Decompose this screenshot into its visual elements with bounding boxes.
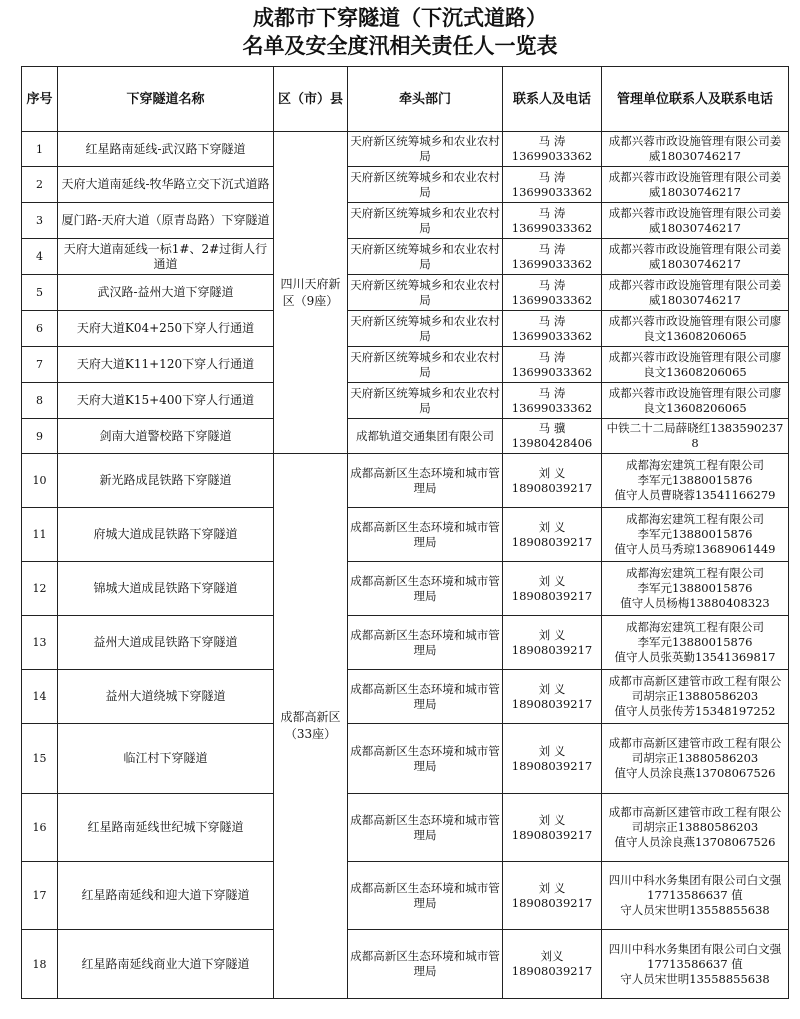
manager-duty: 值守人员张传芳15348197252	[614, 704, 776, 718]
table-row	[22, 311, 789, 347]
contact-person: 刘 义	[538, 627, 566, 642]
table-row	[22, 508, 789, 562]
row-contact	[503, 311, 602, 347]
contact-phone: 13699033362	[511, 184, 593, 199]
contact-person: 马 涛	[538, 277, 566, 292]
contact-phone: 13699033362	[511, 400, 593, 415]
contact-person: 马 涛	[538, 313, 566, 328]
district-gaoxin: 成都高新区（33座）	[274, 454, 348, 999]
row-contact	[503, 930, 602, 999]
row-dept: 成都高新区生态环境和城市管理局	[348, 670, 503, 724]
table-row	[22, 616, 789, 670]
manager-duty: 值守人员涂良燕13708067526	[614, 766, 776, 780]
row-name: 锦城大道成昆铁路下穿隧道	[58, 562, 274, 616]
row-dept: 成都轨道交通集团有限公司	[348, 419, 503, 454]
row-seq: 3	[22, 203, 58, 239]
row-contact	[503, 508, 602, 562]
manager-person: 李军元13880015876	[637, 635, 753, 649]
contact-person: 马 涛	[538, 134, 566, 148]
contact-phone: 13699033362	[511, 364, 593, 379]
row-contact	[503, 419, 602, 454]
row-name: 天府大道K15+400下穿人行通道	[58, 383, 274, 419]
manager-person: 司胡宗正13880586203	[631, 751, 759, 765]
manager-company: 成都海宏建筑工程有限公司	[626, 620, 764, 634]
row-dept: 天府新区统筹城乡和农业农村局	[348, 239, 503, 275]
manager-duty: 守人员宋世明13558855638	[620, 971, 770, 986]
contact-person: 马 骥	[538, 421, 566, 435]
row-seq: 17	[22, 862, 58, 930]
row-dept: 成都高新区生态环境和城市管理局	[348, 724, 503, 794]
manager-person: 17713586637 值	[647, 888, 743, 902]
row-name: 剑南大道警校路下穿隧道	[58, 419, 274, 454]
manager-person: 李军元13880015876	[637, 473, 753, 487]
header-dept: 牵头部门	[348, 67, 503, 132]
table-row	[22, 347, 789, 383]
row-manager: 成都兴蓉市政设施管理有限公司姜威18030746217	[602, 239, 789, 275]
row-contact	[503, 794, 602, 862]
row-name: 新光路成昆铁路下穿隧道	[58, 454, 274, 508]
page-title-line2: 名单及安全度汛相关责任人一览表	[242, 34, 558, 58]
row-contact	[503, 562, 602, 616]
row-dept: 成都高新区生态环境和城市管理局	[348, 616, 503, 670]
row-contact	[503, 454, 602, 508]
row-manager: 成都兴蓉市政设施管理有限公司姜威18030746217	[602, 132, 789, 167]
contact-phone: 18908039217	[511, 758, 593, 773]
row-seq: 5	[22, 275, 58, 311]
row-contact	[503, 383, 602, 419]
row-seq: 8	[22, 383, 58, 419]
row-name: 天府大道K04+250下穿人行通道	[58, 311, 274, 347]
row-seq: 1	[22, 132, 58, 167]
row-name: 红星路南延线和迎大道下穿隧道	[58, 862, 274, 930]
row-contact	[503, 239, 602, 275]
table-row	[22, 383, 789, 419]
row-manager: 中铁二十二局薛晓红13835902378	[602, 419, 789, 454]
manager-company: 成都海宏建筑工程有限公司	[626, 566, 764, 580]
contact-person: 刘 义	[538, 880, 566, 895]
row-name: 天府大道南延线-牧华路立交下沉式道路	[58, 167, 274, 203]
row-name: 武汉路-益州大道下穿隧道	[58, 275, 274, 311]
row-dept: 成都高新区生态环境和城市管理局	[348, 508, 503, 562]
row-contact	[503, 167, 602, 203]
manager-duty: 值守人员张英勤13541369817	[614, 650, 776, 664]
manager-company: 成都市高新区建管市政工程有限公	[608, 736, 782, 750]
table-row	[22, 419, 789, 454]
row-seq: 10	[22, 454, 58, 508]
manager-company: 成都市高新区建管市政工程有限公	[608, 805, 782, 819]
row-seq: 6	[22, 311, 58, 347]
row-name: 天府大道K11+120下穿人行通道	[58, 347, 274, 383]
manager-person: 司胡宗正13880586203	[631, 689, 759, 703]
row-manager: 成都兴蓉市政设施管理有限公司姜威18030746217	[602, 203, 789, 239]
tunnel-responsibility-table	[21, 66, 789, 999]
row-manager	[602, 862, 789, 930]
contact-person: 刘义	[540, 949, 564, 963]
table-row	[22, 794, 789, 862]
table-header-row	[22, 67, 789, 132]
row-dept: 天府新区统筹城乡和农业农村局	[348, 203, 503, 239]
manager-duty: 值守人员马秀琼13689061449	[614, 542, 776, 556]
contact-person: 刘 义	[538, 465, 566, 480]
page-title-line1: 成都市下穿隧道（下沉式道路）	[253, 6, 547, 30]
row-seq: 16	[22, 794, 58, 862]
contact-person: 马 涛	[538, 241, 566, 256]
contact-phone: 18908039217	[511, 588, 593, 603]
row-seq: 18	[22, 930, 58, 999]
row-dept: 天府新区统筹城乡和农业农村局	[348, 347, 503, 383]
contact-phone: 13980428406	[511, 436, 593, 450]
manager-person: 李军元13880015876	[637, 581, 753, 595]
contact-phone: 13699033362	[511, 149, 593, 163]
row-seq: 9	[22, 419, 58, 454]
contact-phone: 13699033362	[511, 292, 593, 307]
row-contact	[503, 862, 602, 930]
row-dept: 成都高新区生态环境和城市管理局	[348, 794, 503, 862]
header-name: 下穿隧道名称	[58, 67, 274, 132]
table-row	[22, 239, 789, 275]
table-row	[22, 203, 789, 239]
row-seq: 12	[22, 562, 58, 616]
table-row	[22, 132, 789, 167]
manager-company: 四川中科水务集团有限公司白文强	[608, 941, 782, 956]
row-manager: 成都兴蓉市政设施管理有限公司廖良文13608206065	[602, 311, 789, 347]
manager-person: 司胡宗正13880586203	[631, 820, 759, 834]
contact-person: 马 涛	[538, 169, 566, 184]
row-dept: 成都高新区生态环境和城市管理局	[348, 862, 503, 930]
manager-duty: 值守人员杨梅13880408323	[620, 596, 770, 610]
row-seq: 7	[22, 347, 58, 383]
manager-person: 17713586637 值	[647, 956, 743, 971]
row-manager	[602, 670, 789, 724]
contact-phone: 18908039217	[511, 480, 593, 495]
row-contact	[503, 616, 602, 670]
row-contact	[503, 724, 602, 794]
row-contact	[503, 203, 602, 239]
row-dept: 天府新区统筹城乡和农业农村局	[348, 311, 503, 347]
header-manager: 管理单位联系人及联系电话	[602, 67, 789, 132]
manager-company: 成都市高新区建管市政工程有限公	[608, 674, 782, 688]
district-tianfu: 四川天府新区（9座）	[274, 132, 348, 454]
contact-phone: 13699033362	[511, 220, 593, 235]
contact-person: 刘 义	[538, 519, 566, 534]
row-dept: 天府新区统筹城乡和农业农村局	[348, 167, 503, 203]
table-row	[22, 275, 789, 311]
table-row	[22, 930, 789, 999]
header-district: 区（市）县	[274, 67, 348, 132]
header-contact: 联系人及电话	[503, 67, 602, 132]
row-manager	[602, 508, 789, 562]
row-dept: 天府新区统筹城乡和农业农村局	[348, 383, 503, 419]
table-row	[22, 862, 789, 930]
contact-phone: 18908039217	[511, 964, 593, 978]
manager-duty: 守人员宋世明13558855638	[620, 903, 770, 917]
row-contact	[503, 347, 602, 383]
row-manager	[602, 724, 789, 794]
manager-person: 李军元13880015876	[637, 527, 753, 541]
contact-person: 刘 义	[538, 573, 566, 588]
row-name: 红星路南延线-武汉路下穿隧道	[58, 132, 274, 167]
row-seq: 4	[22, 239, 58, 275]
contact-phone: 13699033362	[511, 256, 593, 271]
row-name: 临江村下穿隧道	[58, 724, 274, 794]
row-contact	[503, 670, 602, 724]
row-manager	[602, 562, 789, 616]
contact-phone: 18908039217	[511, 895, 593, 910]
row-manager	[602, 616, 789, 670]
row-manager	[602, 930, 789, 999]
row-dept: 成都高新区生态环境和城市管理局	[348, 562, 503, 616]
row-seq: 11	[22, 508, 58, 562]
table-row	[22, 562, 789, 616]
row-contact	[503, 132, 602, 167]
manager-company: 四川中科水务集团有限公司白文强	[608, 873, 782, 887]
row-name: 益州大道绕城下穿隧道	[58, 670, 274, 724]
row-manager: 成都兴蓉市政设施管理有限公司姜威18030746217	[602, 275, 789, 311]
row-manager	[602, 794, 789, 862]
header-seq: 序号	[22, 67, 58, 132]
row-dept: 成都高新区生态环境和城市管理局	[348, 454, 503, 508]
row-contact	[503, 275, 602, 311]
row-name: 红星路南延线商业大道下穿隧道	[58, 930, 274, 999]
row-manager	[602, 454, 789, 508]
contact-phone: 18908039217	[511, 827, 593, 842]
manager-company: 成都海宏建筑工程有限公司	[626, 512, 764, 526]
row-seq: 2	[22, 167, 58, 203]
table-row	[22, 670, 789, 724]
contact-phone: 18908039217	[511, 642, 593, 657]
row-manager: 成都兴蓉市政设施管理有限公司廖良文13608206065	[602, 347, 789, 383]
row-name: 益州大道成昆铁路下穿隧道	[58, 616, 274, 670]
manager-company: 成都海宏建筑工程有限公司	[626, 458, 764, 472]
table-row	[22, 167, 789, 203]
row-manager: 成都兴蓉市政设施管理有限公司姜威18030746217	[602, 167, 789, 203]
row-dept: 天府新区统筹城乡和农业农村局	[348, 132, 503, 167]
contact-person: 刘 义	[538, 812, 566, 827]
manager-duty: 值守人员涂良燕13708067526	[614, 835, 776, 849]
row-manager: 成都兴蓉市政设施管理有限公司廖良文13608206065	[602, 383, 789, 419]
contact-person: 刘 义	[538, 743, 566, 758]
row-seq: 13	[22, 616, 58, 670]
row-name: 厦门路-天府大道（原青岛路）下穿隧道	[58, 203, 274, 239]
table-row	[22, 724, 789, 794]
row-name: 红星路南延线世纪城下穿隧道	[58, 794, 274, 862]
table-row	[22, 454, 789, 508]
row-seq: 15	[22, 724, 58, 794]
row-seq: 14	[22, 670, 58, 724]
contact-person: 刘 义	[538, 681, 566, 696]
contact-person: 马 涛	[538, 205, 566, 220]
contact-phone: 18908039217	[511, 696, 593, 711]
contact-phone: 13699033362	[511, 328, 593, 343]
row-dept: 成都高新区生态环境和城市管理局	[348, 930, 503, 999]
contact-phone: 18908039217	[511, 534, 593, 549]
row-name: 天府大道南延线一标1#、2#过街人行通道	[58, 239, 274, 275]
manager-duty: 值守人员曹晓蓉13541166279	[614, 488, 776, 502]
contact-person: 马 涛	[538, 349, 566, 364]
row-dept: 天府新区统筹城乡和农业农村局	[348, 275, 503, 311]
row-name: 府城大道成昆铁路下穿隧道	[58, 508, 274, 562]
contact-person: 马 涛	[538, 385, 566, 400]
